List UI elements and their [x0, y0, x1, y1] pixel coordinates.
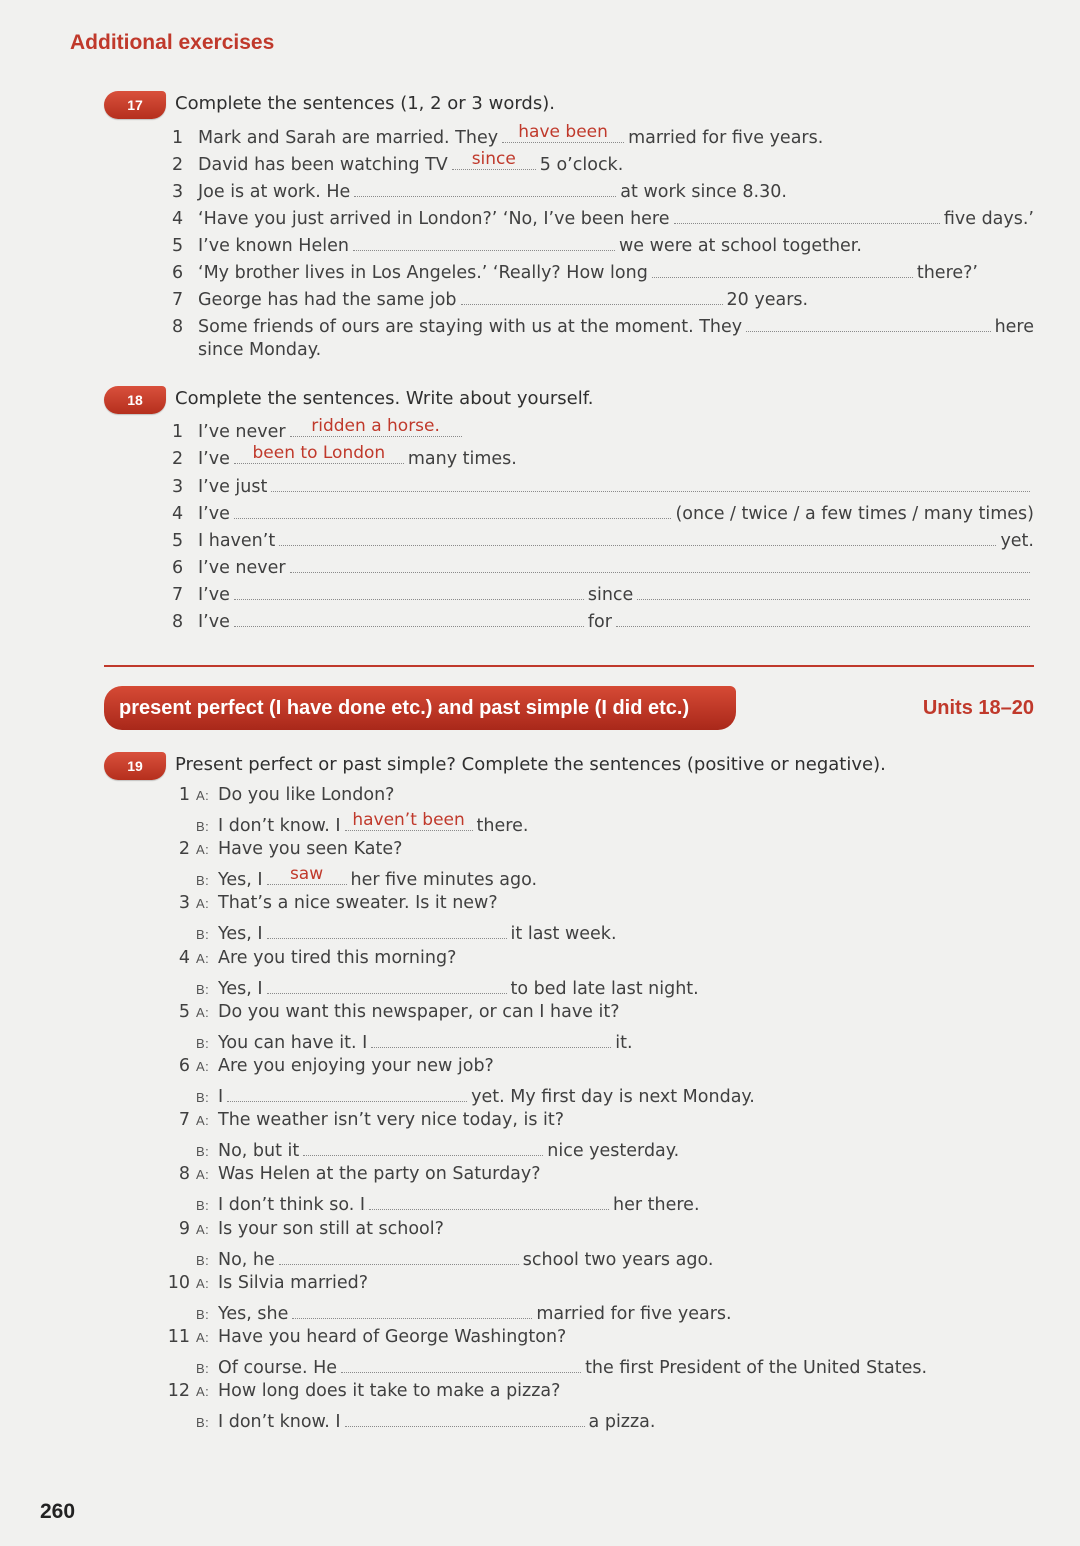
- answer-text: since: [471, 149, 516, 169]
- dialogue-text: I don’t know. I: [218, 816, 341, 836]
- dialogue-line-a: [160, 1002, 1034, 1028]
- answer-blank[interactable]: [652, 259, 913, 278]
- dialogue-text: Have you heard of George Washington?: [218, 1327, 567, 1347]
- answer-text: been to London: [252, 443, 386, 463]
- dialogue-text: a pizza.: [588, 1412, 656, 1433]
- ex18-item: [172, 554, 1034, 580]
- item-text: I’ve: [198, 449, 230, 469]
- speaker-label: B:: [196, 819, 210, 834]
- exercise-18-instruction: Complete the sentences. Write about yourself.: [175, 388, 594, 409]
- item-number: 9: [178, 1218, 190, 1239]
- ex18-item: [172, 500, 1034, 526]
- speaker-label: B:: [196, 1035, 210, 1051]
- units-reference: Units 18–20: [922, 697, 1034, 719]
- dialogue-line-b: [160, 866, 1034, 892]
- item-text: since Monday.: [198, 340, 322, 360]
- answer-blank[interactable]: [234, 500, 672, 519]
- speaker-label: B:: [196, 873, 210, 889]
- ex17-item: [172, 151, 1034, 177]
- item-text: I’ve known Helen: [198, 236, 349, 256]
- dialogue-text: Yes, she: [218, 1303, 289, 1324]
- item-text: Mark and Sarah are married. They: [198, 128, 499, 148]
- dialogue-text: yet. My first day is next Monday.: [471, 1087, 755, 1107]
- item-number: 7: [172, 290, 184, 310]
- speaker-label: A:: [196, 1221, 210, 1237]
- dialogue-text: nice yesterday.: [547, 1141, 680, 1162]
- item-number: 5: [172, 236, 184, 256]
- dialogue-line-a: [160, 1164, 1034, 1190]
- dialogue-text: Do you like London?: [218, 785, 395, 805]
- item-number: 6: [172, 558, 184, 578]
- item-number: 1: [178, 785, 190, 805]
- item-number: 8: [178, 1164, 190, 1185]
- ex18-item: [172, 581, 1034, 607]
- ex18-item: [172, 527, 1034, 553]
- ex17-item-continuation: [172, 340, 1034, 366]
- exercise-19-instruction: Present perfect or past simple? Complete the sentences (positive or negative).: [175, 754, 886, 775]
- ex17-item: [172, 205, 1034, 231]
- speaker-label: B:: [196, 1361, 210, 1376]
- item-text: 20 years.: [726, 290, 809, 310]
- speaker-label: B:: [196, 1144, 210, 1160]
- item-number: 5: [172, 531, 184, 551]
- exercise-17-badge: 17: [104, 91, 166, 119]
- exercise-17-instruction: Complete the sentences (1, 2 or 3 words).: [175, 93, 555, 114]
- item-number: 3: [172, 182, 184, 202]
- speaker-label: B:: [196, 1090, 210, 1105]
- answer-blank[interactable]: [345, 1408, 585, 1427]
- item-number: 3: [178, 893, 190, 914]
- speaker-label: A:: [196, 1330, 210, 1345]
- speaker-label: B:: [196, 1252, 210, 1268]
- dialogue-text: school two years ago.: [522, 1249, 714, 1270]
- answer-text: saw: [289, 864, 324, 885]
- dialogue-text: married for five years.: [536, 1303, 732, 1324]
- ex17-item: [172, 313, 1034, 339]
- dialogue-line-a: [160, 893, 1034, 919]
- dialogue-text: How long does it take to make a pizza?: [218, 1381, 561, 1402]
- dialogue-line-a: [160, 1327, 1034, 1353]
- dialogue-text: Was Helen at the party on Saturday?: [218, 1164, 541, 1185]
- dialogue-line-b: [160, 1083, 1034, 1109]
- item-text: here: [994, 317, 1034, 337]
- speaker-label: B:: [196, 1415, 210, 1431]
- dialogue-line-a: [160, 1056, 1034, 1082]
- dialogue-line-a: [160, 839, 1034, 865]
- item-number: 4: [178, 947, 190, 968]
- ex18-item: [172, 418, 1034, 444]
- item-text: five days.’: [943, 209, 1034, 229]
- dialogue-line-b: [160, 812, 1034, 838]
- answer-blank[interactable]: [267, 975, 507, 994]
- answer-blank[interactable]: [279, 1246, 519, 1265]
- speaker-label: B:: [196, 927, 210, 943]
- answer-blank[interactable]: [674, 205, 940, 224]
- item-number: 8: [172, 317, 184, 337]
- dialogue-text: Are you enjoying your new job?: [218, 1056, 494, 1076]
- item-text: I’ve: [198, 504, 230, 524]
- item-text: since: [587, 585, 634, 605]
- dialogue-line-b: [160, 1300, 1034, 1326]
- item-text: I’ve never: [198, 558, 286, 578]
- section-title-bar: present perfect (I have done etc.) and past simple (I did etc.): [104, 686, 736, 730]
- dialogue-line-b: [160, 1408, 1034, 1434]
- answer-text: have been: [518, 122, 608, 142]
- answer-blank[interactable]: [341, 1354, 581, 1373]
- speaker-label: A:: [196, 896, 210, 912]
- item-text: ‘My brother lives in Los Angeles.’ ‘Really? How long: [198, 263, 648, 283]
- dialogue-line-a: [160, 1273, 1034, 1299]
- item-number: 11: [167, 1327, 190, 1347]
- ex17-item: [172, 178, 1034, 204]
- answer-blank[interactable]: [271, 473, 1030, 492]
- dialogue-line-a: [160, 785, 1034, 811]
- answer-blank[interactable]: [234, 445, 404, 464]
- answer-blank[interactable]: [279, 527, 996, 546]
- dialogue-text: it last week.: [510, 924, 617, 945]
- dialogue-text: No, but it: [218, 1141, 300, 1162]
- answer-blank[interactable]: [290, 554, 1030, 573]
- dialogue-text: Is Silvia married?: [218, 1272, 369, 1293]
- answer-blank[interactable]: [345, 812, 473, 831]
- dialogue-line-b: [160, 975, 1034, 1001]
- dialogue-text: Are you tired this morning?: [218, 947, 457, 968]
- dialogue-text: No, he: [218, 1249, 275, 1270]
- answer-blank[interactable]: [267, 866, 347, 885]
- item-text: many times.: [407, 449, 517, 469]
- dialogue-line-a: [160, 1110, 1034, 1136]
- item-number: 4: [172, 209, 184, 229]
- item-text: I’ve just: [198, 477, 268, 497]
- dialogue-line-a: [160, 1381, 1034, 1407]
- answer-blank[interactable]: [234, 608, 584, 627]
- item-number: 12: [167, 1381, 190, 1402]
- dialogue-text: Yes, I: [218, 924, 263, 945]
- dialogue-text: the first President of the United States.: [585, 1358, 928, 1378]
- item-text: married for five years.: [628, 128, 824, 148]
- ex18-item: [172, 608, 1034, 634]
- speaker-label: A:: [196, 1059, 210, 1074]
- item-number: 7: [172, 585, 184, 605]
- section-divider: [104, 665, 1034, 667]
- answer-blank[interactable]: [292, 1300, 532, 1319]
- dialogue-line-b: [160, 1246, 1034, 1272]
- speaker-label: A:: [196, 1384, 210, 1400]
- dialogue-text: I don’t think so. I: [218, 1195, 366, 1216]
- answer-blank[interactable]: [354, 178, 616, 197]
- item-text: (once / twice / a few times / many times): [675, 504, 1034, 524]
- dialogue-text: Do you want this newspaper, or can I have it?: [218, 1001, 620, 1022]
- page-title: Additional exercises: [70, 31, 275, 54]
- answer-text: haven’t been: [352, 810, 465, 830]
- ex18-item: [172, 445, 1034, 471]
- dialogue-text: her five minutes ago.: [350, 870, 538, 891]
- answer-blank[interactable]: [303, 1137, 543, 1156]
- dialogue-text: I: [218, 1087, 224, 1107]
- speaker-label: A:: [196, 1275, 210, 1291]
- answer-blank[interactable]: [267, 920, 507, 939]
- item-number: 10: [167, 1272, 190, 1293]
- answer-blank[interactable]: [616, 608, 1030, 627]
- dialogue-text: That’s a nice sweater. Is it new?: [218, 893, 498, 914]
- ex17-item: [172, 286, 1034, 312]
- answer-text: ridden a horse.: [311, 416, 440, 436]
- item-text: for: [587, 612, 612, 632]
- item-number: 2: [172, 155, 184, 175]
- item-number: 1: [172, 128, 184, 148]
- item-text: Joe is at work. He: [198, 182, 351, 202]
- item-text: yet.: [1000, 531, 1034, 551]
- item-text: Some friends of ours are staying with us at the moment. They: [198, 317, 743, 337]
- dialogue-line-b: [160, 920, 1034, 946]
- item-text: I’ve: [198, 585, 230, 605]
- item-text: I’ve never: [198, 422, 286, 442]
- answer-blank[interactable]: [637, 581, 1030, 600]
- ex17-item: [172, 259, 1034, 285]
- answer-blank[interactable]: [290, 418, 462, 437]
- item-text: 5 o’clock.: [539, 155, 624, 175]
- exercise-18-badge: 18: [104, 386, 166, 414]
- dialogue-text: there.: [476, 816, 529, 836]
- speaker-label: A:: [196, 1167, 210, 1183]
- item-number: 2: [178, 839, 190, 860]
- item-text: David has been watching TV: [198, 155, 448, 175]
- dialogue-text: Of course. He: [218, 1358, 338, 1378]
- dialogue-text: Have you seen Kate?: [218, 839, 403, 860]
- answer-blank[interactable]: [234, 581, 584, 600]
- item-text: I haven’t: [198, 531, 276, 551]
- dialogue-line-b: [160, 1191, 1034, 1217]
- speaker-label: A:: [196, 1004, 210, 1020]
- answer-blank[interactable]: [461, 286, 723, 305]
- item-text: we were at school together.: [618, 236, 862, 256]
- dialogue-line-b: [160, 1029, 1034, 1055]
- dialogue-text: You can have it. I: [218, 1032, 368, 1053]
- item-number: 3: [172, 477, 184, 497]
- dialogue-text: I don’t know. I: [218, 1412, 341, 1433]
- item-number: 6: [178, 1056, 190, 1076]
- ex17-item: [172, 124, 1034, 150]
- item-number: 7: [178, 1110, 190, 1131]
- answer-blank[interactable]: [371, 1029, 611, 1048]
- item-number: 8: [172, 612, 184, 632]
- speaker-label: A:: [196, 950, 210, 966]
- speaker-label: B:: [196, 1198, 210, 1214]
- item-text: there?’: [916, 263, 978, 283]
- dialogue-text: The weather isn’t very nice today, is it?: [218, 1110, 565, 1131]
- speaker-label: B:: [196, 981, 210, 997]
- dialogue-text: Is your son still at school?: [218, 1218, 444, 1239]
- dialogue-line-b: [160, 1137, 1034, 1163]
- dialogue-text: Yes, I: [218, 978, 263, 999]
- page-number: 260: [40, 1500, 76, 1523]
- answer-blank[interactable]: [369, 1191, 609, 1210]
- speaker-label: A:: [196, 842, 210, 858]
- dialogue-text: it.: [615, 1032, 633, 1053]
- dialogue-line-a: [160, 948, 1034, 974]
- speaker-label: B:: [196, 1306, 210, 1322]
- item-text: ‘Have you just arrived in London?’ ‘No, I’ve been here: [198, 209, 670, 229]
- ex17-item: [172, 232, 1034, 258]
- item-text: George has had the same job: [198, 290, 457, 310]
- item-text: at work since 8.30.: [620, 182, 787, 202]
- answer-blank[interactable]: [452, 151, 536, 170]
- item-number: 1: [172, 422, 184, 442]
- item-number: 6: [172, 263, 184, 283]
- item-number: 2: [172, 449, 184, 469]
- item-number: 4: [172, 504, 184, 524]
- exercise-19-badge: 19: [104, 752, 166, 780]
- dialogue-text: to bed late last night.: [510, 978, 699, 999]
- answer-blank[interactable]: [746, 313, 990, 332]
- ex18-item: [172, 473, 1034, 499]
- answer-blank[interactable]: [353, 232, 615, 251]
- speaker-label: A:: [196, 1113, 210, 1129]
- dialogue-line-a: [160, 1219, 1034, 1245]
- dialogue-text: her there.: [613, 1195, 700, 1216]
- item-text: I’ve: [198, 612, 230, 632]
- dialogue-line-b: [160, 1354, 1034, 1380]
- dialogue-text: Yes, I: [218, 870, 263, 891]
- answer-blank[interactable]: [502, 124, 624, 143]
- answer-blank[interactable]: [227, 1083, 467, 1102]
- speaker-label: A:: [196, 788, 210, 803]
- item-number: 5: [178, 1001, 190, 1022]
